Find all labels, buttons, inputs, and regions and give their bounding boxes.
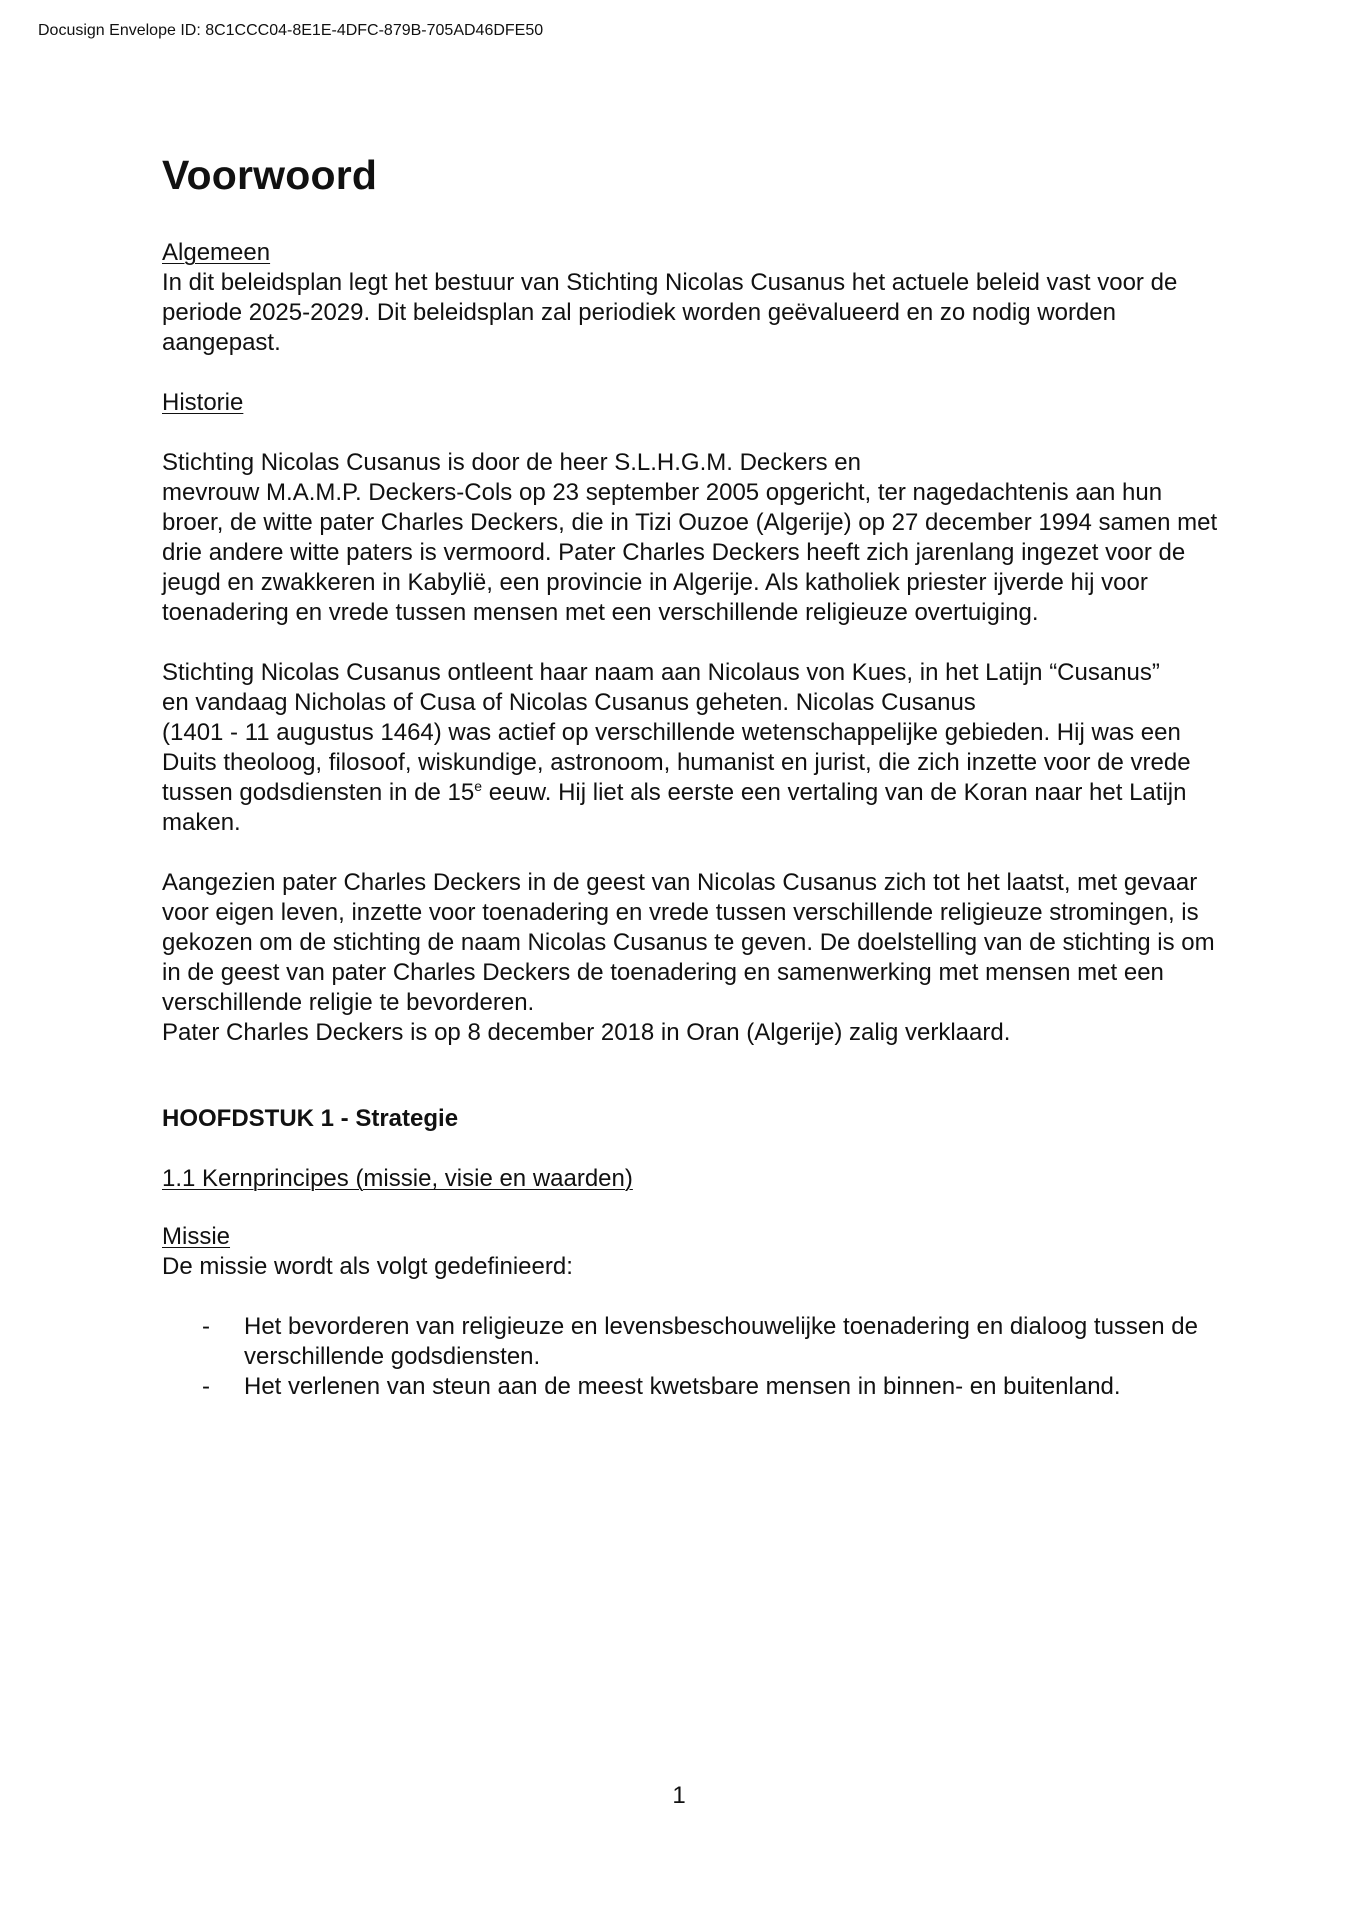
- historie-paragraph-2: [162, 658, 1222, 838]
- list-item: [162, 1372, 1222, 1402]
- bullet-dash: -: [202, 1373, 210, 1400]
- bullet-dash: -: [202, 1313, 210, 1340]
- historie-p2-line1: Stichting Nicolas Cusanus ontleent haar naam aan Nicolaus von Kues, in het Latijn “Cusanus”: [162, 659, 1160, 686]
- section-1-1-heading: 1.1 Kernprincipes (missie, visie en waarden): [162, 1165, 633, 1192]
- missie-heading: Missie: [162, 1223, 231, 1250]
- historie-paragraph-1: [162, 448, 1222, 628]
- historie-p3: Aangezien pater Charles Deckers in de geest van Nicolas Cusanus zich tot het laatst, met gevaar voor eigen leven, inzette voor toenadering en vrede tussen verschillende religieuze stromingen, is gekozen om de stichting de naam Nicolas Cusanus te geven. De doelstelling van de stichting is om in de geest van pater Charles Deckers de toenadering en samenwerking met mensen met een verschillende religie te bevorderen.: [162, 869, 1215, 1016]
- historie-p2-line2: en vandaag Nicholas of Cusa of Nicolas Cusanus geheten. Nicolas Cusanus: [162, 689, 976, 716]
- historie-p1-line1: Stichting Nicolas Cusanus is door de heer S.L.H.G.M. Deckers en: [162, 449, 861, 476]
- algemeen-paragraph: In dit beleidsplan legt het bestuur van Stichting Nicolas Cusanus het actuele beleid vast voor de periode 2025-2029. Dit beleidsplan zal periodiek worden geëvalueerd en zo nodig worden aangepast.: [162, 269, 1178, 356]
- algemeen-heading: Algemeen: [162, 239, 271, 266]
- page-number: 1: [672, 1782, 686, 1809]
- missie-bullet-1: Het bevorderen van religieuze en levensbeschouwelijke toenadering en dialoog tussen de verschillende godsdiensten.: [244, 1313, 1198, 1370]
- historie-paragraph-3: [162, 868, 1222, 1048]
- document-page: [162, 150, 1222, 1402]
- missie-bullet-list: [162, 1312, 1222, 1402]
- historie-p2-rest-b: eeuw. Hij liet als eerste een vertaling van de Koran naar het Latijn maken.: [162, 779, 1187, 836]
- missie-bullet-2: Het verlenen van steun aan de meest kwetsbare mensen in binnen- en buitenland.: [244, 1373, 1121, 1400]
- docusign-envelope-id: Docusign Envelope ID: 8C1CCC04-8E1E-4DFC-879B-705AD46DFE50: [38, 22, 544, 39]
- historie-heading: Historie: [162, 389, 244, 416]
- chapter-1-heading: HOOFDSTUK 1 - Strategie: [162, 1105, 459, 1132]
- historie-p1-rest: mevrouw M.A.M.P. Deckers-Cols op 23 september 2005 opgericht, ter nagedachtenis aan hun broer, de witte pater Charles Deckers, die in Tizi Ouzoe (Algerije) op 27 december 1994 samen met drie andere witte paters is vermoord. Pater Charles Deckers heeft zich jarenlang ingezet voor de jeugd en zwakkeren in Kabylië, een provincie in Algerije. Als katholiek priester ijverde hij voor toenadering en vrede tussen mensen met een verschillende religieuze overtuiging.: [162, 479, 1218, 626]
- list-item: [162, 1312, 1222, 1372]
- superscript-e: e: [474, 778, 483, 794]
- missie-intro: De missie wordt als volgt gedefinieerd:: [162, 1253, 573, 1280]
- historie-p3-last: Pater Charles Deckers is op 8 december 2018 in Oran (Algerije) zalig verklaard.: [162, 1019, 1011, 1046]
- historie-p2-rest-a: (1401 - 11 augustus 1464) was actief op verschillende wetenschappelijke gebieden. Hij was een Duits theoloog, filosoof, wiskundige, astronoom, humanist en jurist, die zich inzette voor de vrede tussen godsdiensten in de 15: [162, 719, 1191, 806]
- page-title: Voorwoord: [162, 152, 378, 198]
